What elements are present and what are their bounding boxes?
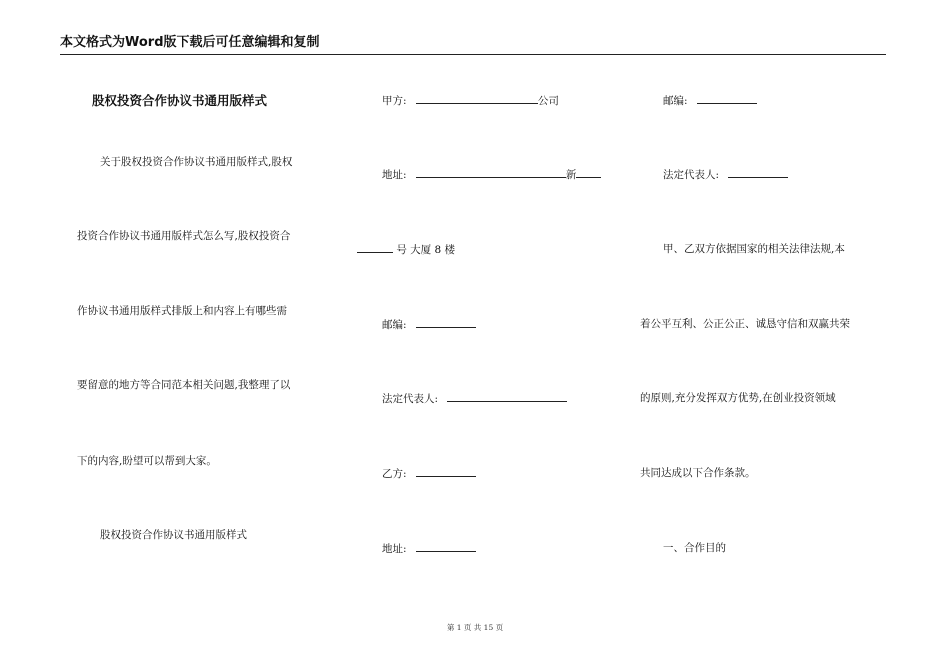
col3-legal-rep-label: 法定代表人: — [663, 169, 720, 181]
party-a-suffix: 公司 — [537, 95, 559, 107]
col3-legal-rep-line — [663, 167, 788, 182]
address-blank-1 — [416, 167, 566, 178]
address-mid: 新 — [565, 169, 577, 181]
postcode-line — [382, 317, 476, 332]
address-b-blank — [416, 541, 476, 552]
postcode-label: 邮编: — [382, 319, 407, 331]
legal-rep-label: 法定代表人: — [382, 393, 439, 405]
section-title: 股权投资合作协议书通用版样式 — [100, 529, 247, 541]
party-a-label: 甲方: — [382, 95, 407, 107]
address-b-label: 地址: — [382, 543, 407, 555]
col3-postcode-line — [663, 93, 757, 108]
address-cont-line — [357, 242, 455, 257]
address-blank-2 — [576, 167, 601, 178]
intro-line-4: 要留意的地方等合同范本相关问题,我整理了以 — [77, 379, 291, 391]
page-header — [60, 34, 886, 55]
party-a-blank — [416, 93, 538, 104]
legal-rep-blank — [447, 391, 567, 402]
party-a-line — [382, 93, 559, 108]
col3-postcode-blank — [697, 93, 757, 104]
intro-line-5: 下的内容,盼望可以帮到大家。 — [77, 455, 217, 467]
col3-postcode-label: 邮编: — [663, 95, 688, 107]
address-label: 地址: — [382, 169, 407, 181]
document-title: 股权投资合作协议书通用版样式 — [92, 93, 268, 108]
col3-legal-rep-blank — [728, 167, 788, 178]
agreement-line-4: 共同达成以下合作条款。 — [640, 467, 756, 479]
party-b-line — [382, 466, 476, 481]
address-cont-blank — [357, 242, 393, 253]
header-text: 本文格式为Word版下载后可任意编辑和复制 — [60, 35, 320, 50]
page-footer: 第 1 页 共 15 页 — [446, 623, 504, 632]
party-b-blank — [416, 466, 476, 477]
intro-line-1: 关于股权投资合作协议书通用版样式,股权 — [100, 156, 293, 168]
intro-line-3: 作协议书通用版样式排版上和内容上有哪些需 — [77, 305, 287, 317]
agreement-line-3: 的原则,充分发挥双方优势,在创业投资领域 — [640, 392, 836, 404]
address-b-line — [382, 541, 476, 556]
agreement-line-2: 着公平互利、公正公正、诚恳守信和双赢共荣 — [640, 318, 850, 330]
legal-rep-line — [382, 391, 567, 406]
address-line — [382, 167, 601, 182]
postcode-blank — [416, 317, 476, 328]
agreement-line-1: 甲、乙双方依据国家的相关法律法规,本 — [663, 243, 845, 255]
clause-heading: 一、合作目的 — [663, 542, 726, 554]
party-b-label: 乙方: — [382, 468, 407, 480]
intro-line-2: 投资合作协议书通用版样式怎么写,股权投资合 — [77, 230, 291, 242]
address-cont-suffix: 号 大厦 8 楼 — [396, 244, 456, 256]
